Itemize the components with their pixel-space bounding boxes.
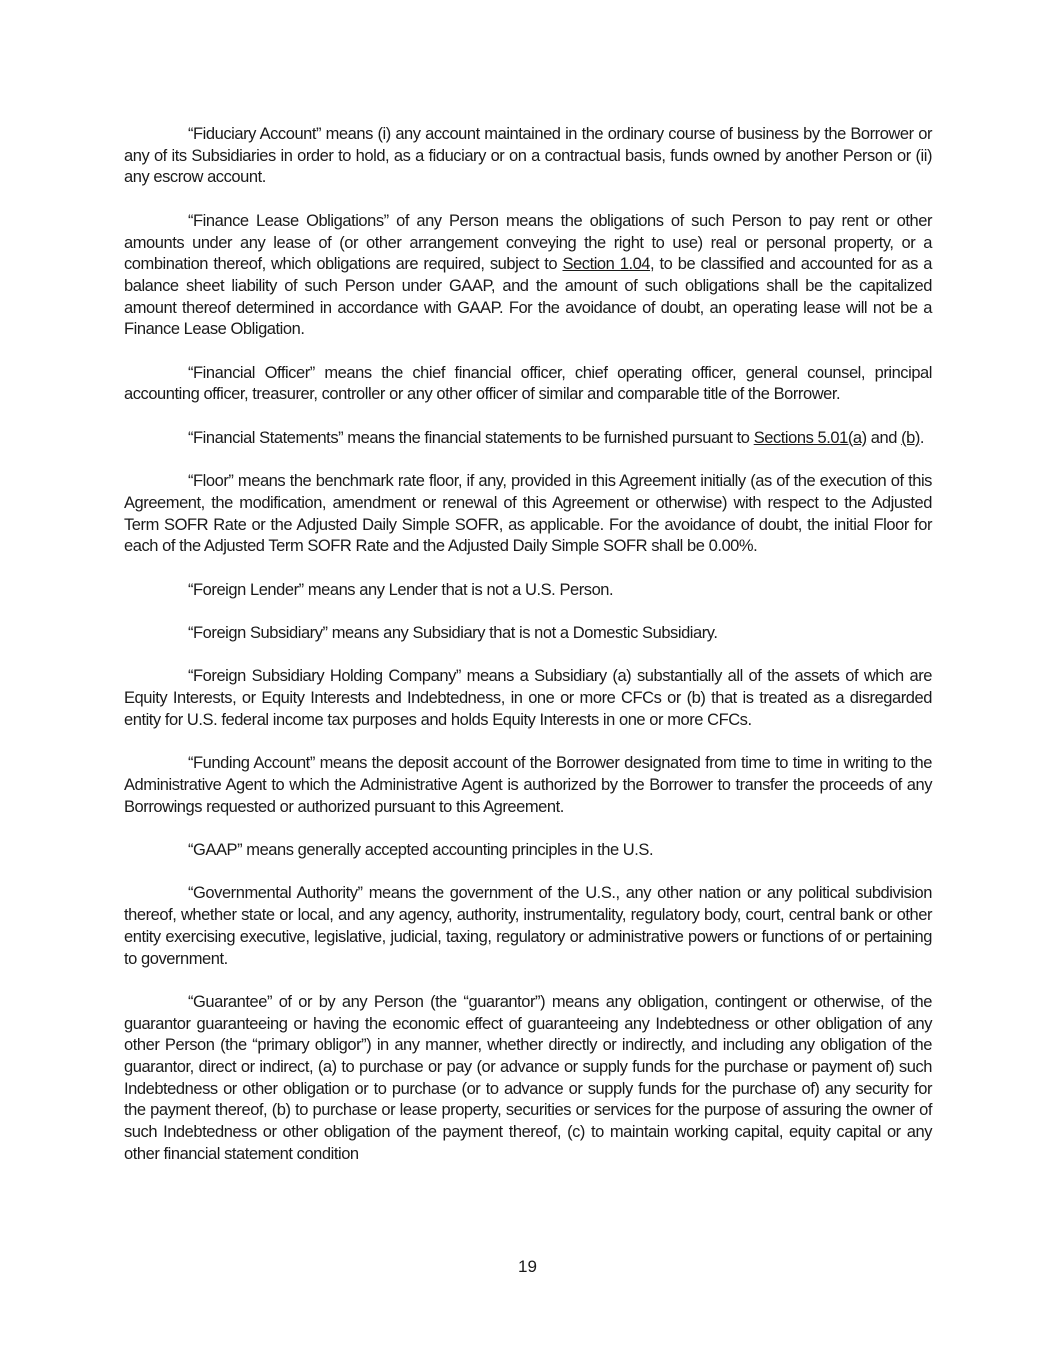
- definition-financial-statements: “Financial Statements” means the financial statements to be furnished pursuant to Sections 5.01(a) and (b).: [188, 428, 925, 447]
- definition-foreign-subsidiary-holding-company: “Foreign Subsidiary Holding Company” means a Subsidiary (a) substantially all of the assets of which are Equity Interests, or Equity Interests and Indebtedness, in one or more CFCs or (b) that is treated as a disregarded entity for U.S. federal income tax purposes and holds Equity Interests in one or more CFCs.: [124, 667, 932, 729]
- section-reference-link: Section 1.04: [562, 255, 651, 274]
- page-number: 19: [518, 1257, 537, 1276]
- definition-guarantee: “Guarantee” of or by any Person (the “guarantor”) means any obligation, contingent or otherwise, of the guarantor guaranteeing or having the economic effect of guaranteeing any Indebtedness or other obligation of any other Person (the “primary obligor”) in any manner, whether directly or indirectly, and including any obligation of the guarantor, direct or indirect, (a) to purchase or pay (or advance or supply funds for the purchase or payment of) such Indebtedness or other obligation or to purchase (or to advance or supply funds for the purchase of) any security for the payment thereof, (b) to purchase or lease property, securities or services for the purpose of assuring the owner of such Indebtedness or other obligation of the payment thereof, (c) to maintain working capital, equity capital or any other financial statement condition: [124, 992, 932, 1163]
- definition-fiduciary-account: “Fiduciary Account” means (i) any account maintained in the ordinary course of business by the Borrower or any of its Subsidiaries in order to hold, as a fiduciary or on a contractual basis, funds owned by another Person or (ii) any escrow account.: [124, 125, 932, 187]
- definition-finance-lease-obligations: “Finance Lease Obligations” of any Person means the obligations of such Person to pay rent or other amounts under any lease of (or other arrangement conveying the right to use) real or personal property, or a combination thereof, which obligations are required, subject to Section 1.04, to be classified and accounted for as a balance sheet liability of such Person under GAAP, and the amount of such obligations shall be the capitalized amount thereof determined in accordance with GAAP. For the avoidance of doubt, an operating lease will not be a Finance Lease Obligation.: [124, 211, 932, 339]
- definition-foreign-lender: “Foreign Lender” means any Lender that is not a U.S. Person.: [188, 580, 614, 599]
- definition-governmental-authority: “Governmental Authority” means the government of the U.S., any other nation or any political subdivision thereof, whether state or local, and any agency, authority, instrumentality, regulatory body, court, central bank or other entity exercising executive, legislative, judicial, taxing, regulatory or administrative powers or functions of or pertaining to government.: [124, 884, 932, 968]
- document-body: [124, 124, 932, 1187]
- section-reference-link: Sections 5.01(a): [753, 428, 867, 447]
- definition-floor: “Floor” means the benchmark rate floor, if any, provided in this Agreement initially (as of the execution of this Agreement, the modification, amendment or renewal of this Agreement or otherwise) with respect to the Adjusted Term SOFR Rate or the Adjusted Daily Simple SOFR, as applicable. For the avoidance of doubt, the initial Floor for each of the Adjusted Term SOFR Rate and the Adjusted Daily Simple SOFR shall be 0.00%.: [124, 472, 932, 556]
- definition-foreign-subsidiary: “Foreign Subsidiary” means any Subsidiary that is not a Domestic Subsidiary.: [188, 624, 718, 643]
- section-reference-link: (b): [901, 428, 920, 447]
- definition-funding-account: “Funding Account” means the deposit account of the Borrower designated from time to time in writing to the Administrative Agent to which the Administrative Agent is authorized by the Borrower to transfer the proceeds of any Borrowings requested or authorized pursuant to this Agreement.: [124, 754, 932, 816]
- definition-gaap: “GAAP” means generally accepted accounting principles in the U.S.: [188, 841, 654, 860]
- definition-financial-officer: “Financial Officer” means the chief financial officer, chief operating officer, general counsel, principal accounting officer, treasurer, controller or any other officer of similar and comparable title of the Borrower.: [124, 363, 932, 404]
